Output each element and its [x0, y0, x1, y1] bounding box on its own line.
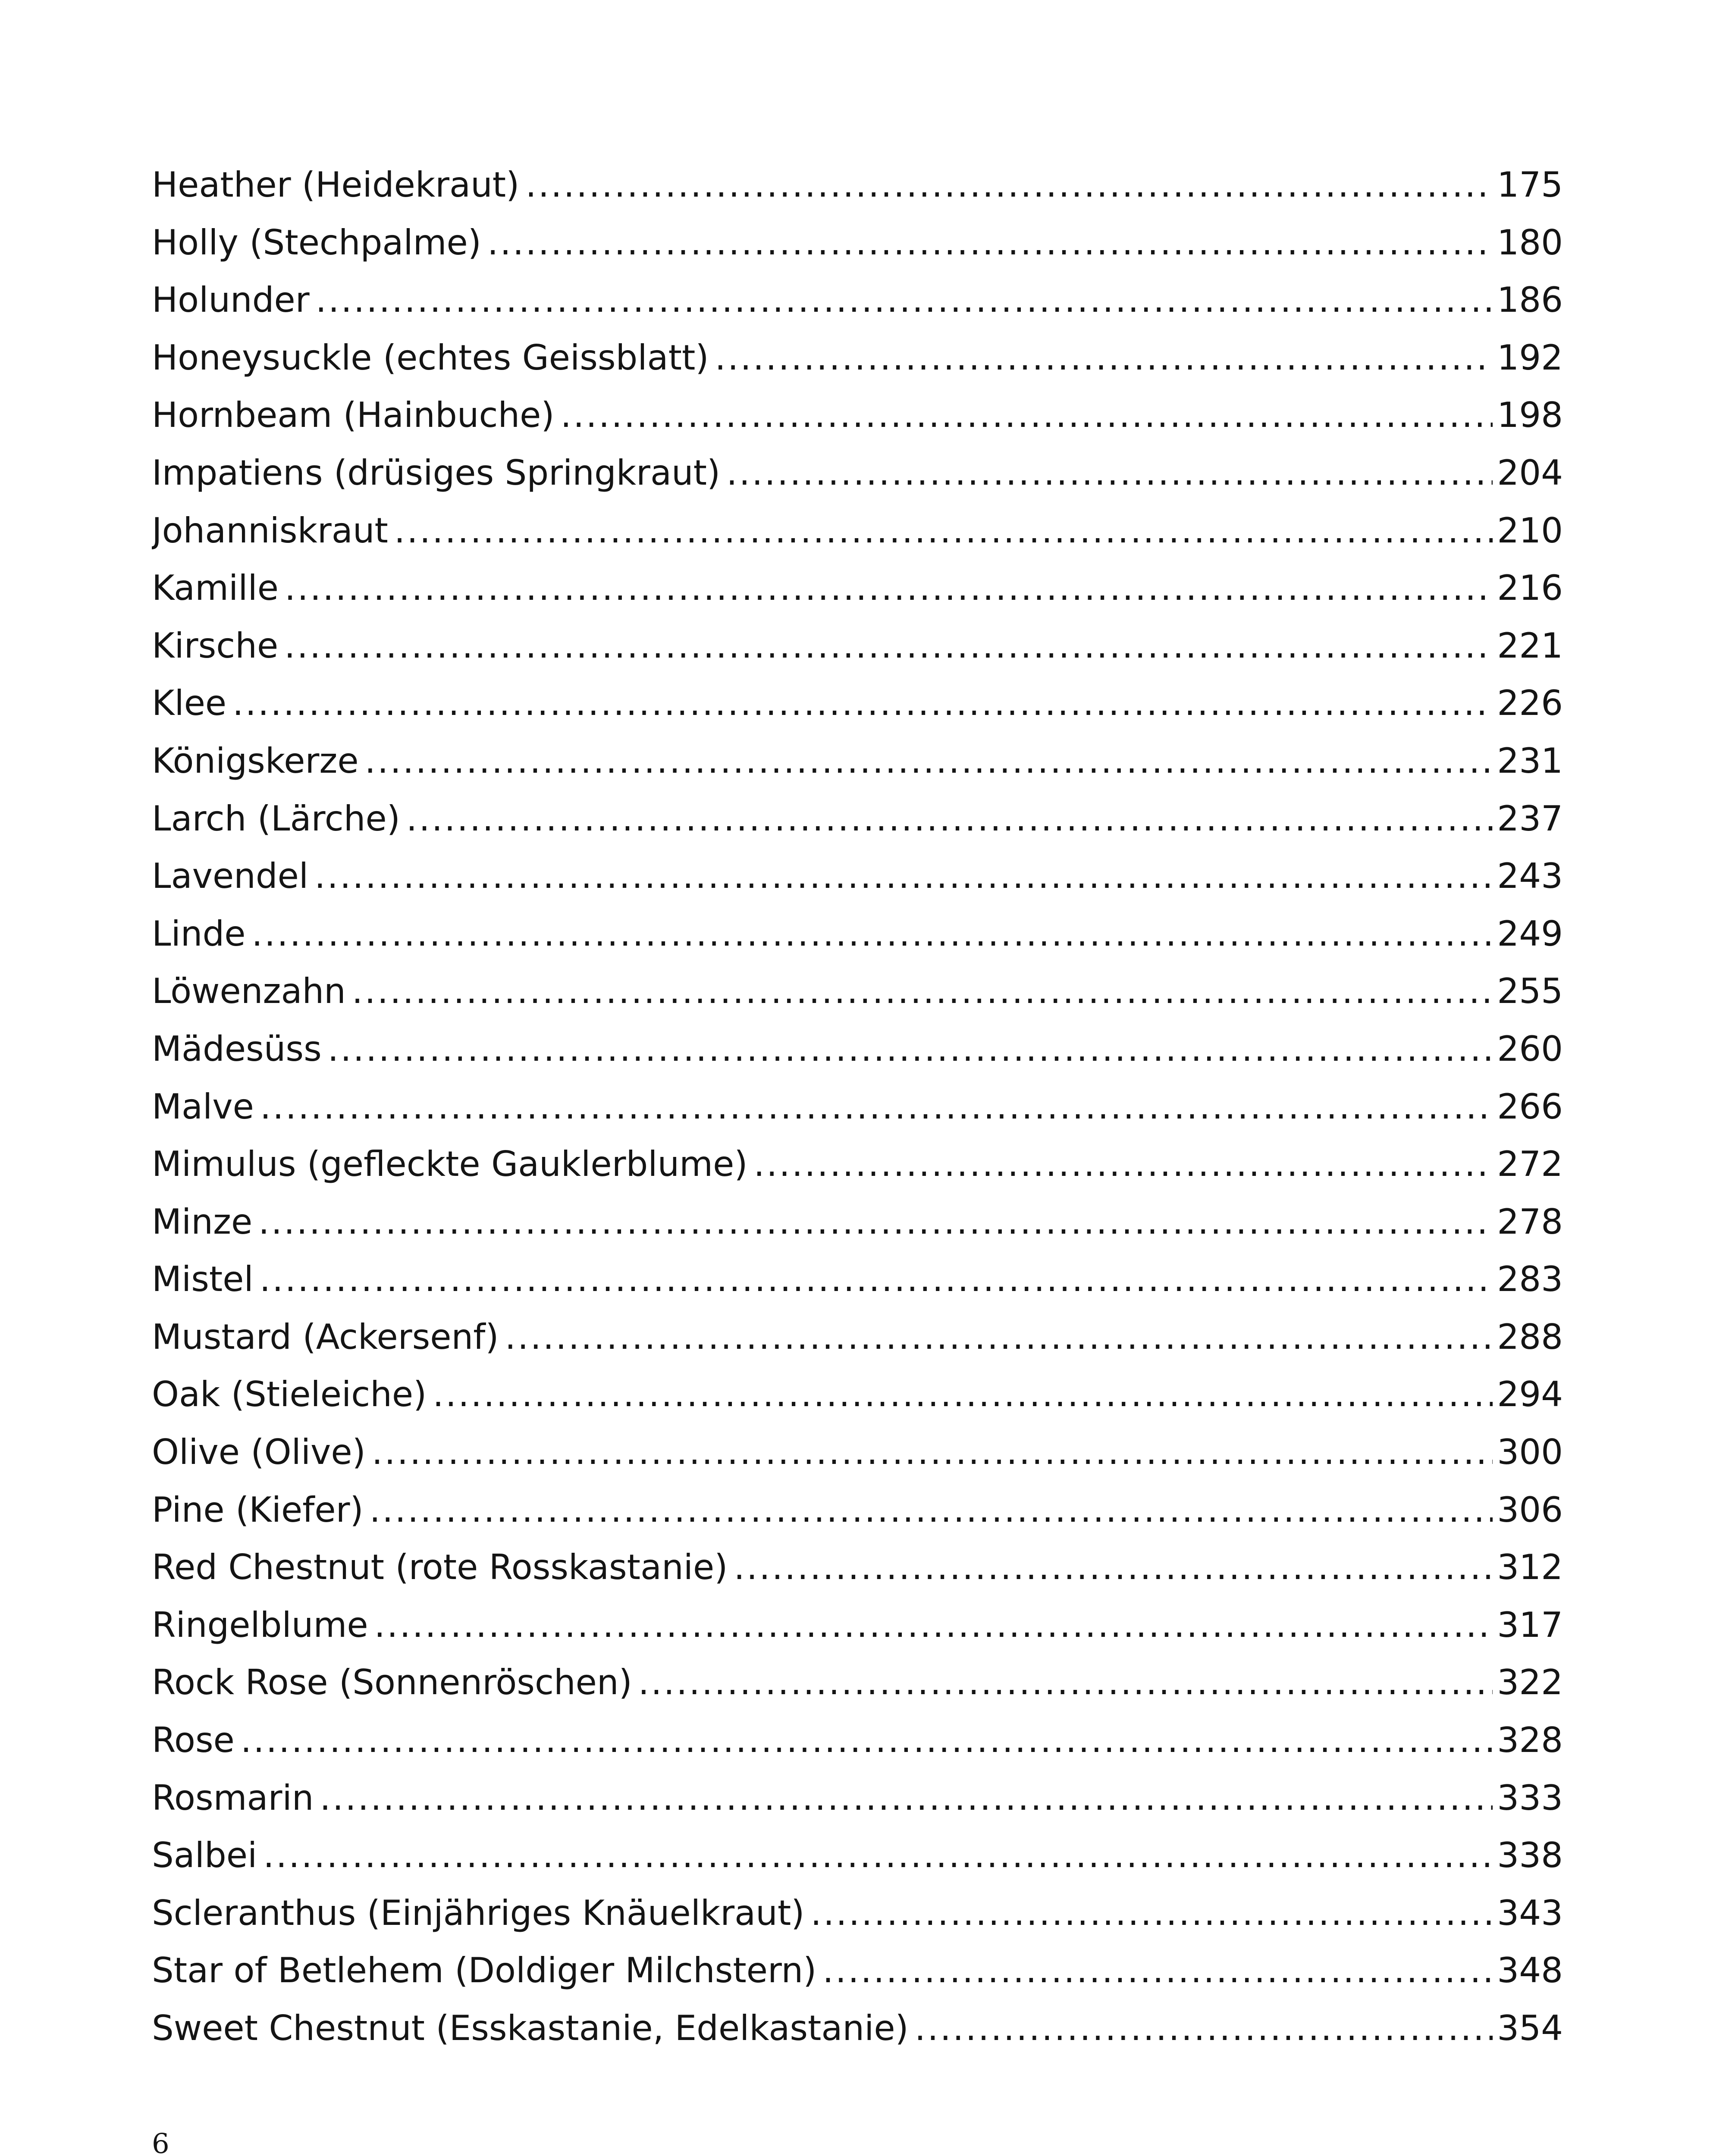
- dot-leader: [638, 1654, 1493, 1711]
- toc-entry-title: Sweet Chestnut (Esskastanie, Edelkastanie): [152, 2008, 909, 2048]
- toc-entry[interactable]: [152, 1999, 1563, 2057]
- toc-entry-page: 283: [1497, 1259, 1563, 1300]
- toc-entry-page: 348: [1497, 1950, 1563, 1991]
- toc-entry-page: 266: [1497, 1086, 1563, 1127]
- toc-entry-page: 204: [1497, 452, 1563, 493]
- dot-leader: [352, 962, 1493, 1020]
- toc-entry-page: 333: [1497, 1777, 1563, 1818]
- dot-leader: [715, 329, 1493, 387]
- dot-leader: [561, 386, 1493, 444]
- toc-entry[interactable]: [152, 790, 1563, 848]
- toc-entry[interactable]: [152, 962, 1563, 1020]
- toc-entry-page: 216: [1497, 568, 1563, 608]
- dot-leader: [754, 1135, 1493, 1193]
- toc-entry-page: 180: [1497, 222, 1563, 263]
- toc-entry[interactable]: [152, 1539, 1563, 1596]
- dot-leader: [810, 1884, 1493, 1942]
- toc-entry[interactable]: [152, 1366, 1563, 1423]
- toc-entry[interactable]: [152, 847, 1563, 905]
- toc-entry-page: 237: [1497, 798, 1563, 839]
- dot-leader: [260, 1250, 1493, 1308]
- toc-entry-title: Löwenzahn: [152, 971, 346, 1012]
- toc-entry-title: Hornbeam (Hainbuche): [152, 395, 555, 436]
- toc-entry-page: 306: [1497, 1489, 1563, 1530]
- toc-entry-page: 272: [1497, 1144, 1563, 1185]
- toc-entry-title: Holly (Stechpalme): [152, 222, 481, 263]
- toc-entry-page: 278: [1497, 1201, 1563, 1242]
- dot-leader: [394, 502, 1493, 560]
- dot-leader: [734, 1539, 1493, 1596]
- toc-entry-page: 249: [1497, 913, 1563, 954]
- toc-entry[interactable]: [152, 1135, 1563, 1193]
- dot-leader: [370, 1481, 1493, 1539]
- toc-entry[interactable]: [152, 1308, 1563, 1366]
- toc-entry-title: Mistel: [152, 1259, 254, 1300]
- toc-entry[interactable]: [152, 617, 1563, 675]
- toc-entry[interactable]: [152, 214, 1563, 272]
- dot-leader: [487, 214, 1493, 272]
- toc-entry-title: Red Chestnut (rote Rosskastanie): [152, 1547, 728, 1588]
- page-number: 6: [152, 2128, 169, 2156]
- toc-entry[interactable]: [152, 905, 1563, 963]
- toc-entry[interactable]: [152, 559, 1563, 617]
- toc-entry-page: 192: [1497, 337, 1563, 378]
- dot-leader: [252, 905, 1493, 963]
- toc-entry[interactable]: [152, 1193, 1563, 1251]
- toc-entry[interactable]: [152, 1827, 1563, 1884]
- toc-entry-page: 186: [1497, 280, 1563, 320]
- toc-entry-title: Mimulus (gefleckte Gauklerblume): [152, 1144, 748, 1185]
- dot-leader: [263, 1827, 1493, 1884]
- dot-leader: [260, 1078, 1493, 1136]
- toc-entry[interactable]: [152, 1884, 1563, 1942]
- toc-entry-page: 175: [1497, 165, 1563, 205]
- toc-entry-title: Klee: [152, 683, 227, 724]
- toc-entry[interactable]: [152, 156, 1563, 214]
- toc-entry[interactable]: [152, 1250, 1563, 1308]
- dot-leader: [258, 1193, 1493, 1251]
- dot-leader: [525, 156, 1493, 214]
- toc-entry-title: Ringelblume: [152, 1604, 368, 1645]
- dot-leader: [314, 847, 1493, 905]
- dot-leader: [285, 559, 1493, 617]
- toc-entry[interactable]: [152, 1596, 1563, 1654]
- toc-entry-page: 221: [1497, 625, 1563, 666]
- dot-leader: [316, 271, 1493, 329]
- dot-leader: [505, 1308, 1493, 1366]
- toc-entry-page: 322: [1497, 1662, 1563, 1703]
- toc-entry-title: Kirsche: [152, 625, 279, 666]
- toc-entry-title: Honeysuckle (echtes Geissblatt): [152, 337, 709, 378]
- toc-entry[interactable]: [152, 1942, 1563, 1999]
- toc-entry[interactable]: [152, 1481, 1563, 1539]
- toc-entry-page: 343: [1497, 1893, 1563, 1933]
- dot-leader: [822, 1942, 1493, 1999]
- toc-entry[interactable]: [152, 1769, 1563, 1827]
- toc-entry-title: Larch (Lärche): [152, 798, 400, 839]
- toc-entry[interactable]: [152, 674, 1563, 732]
- table-of-contents: [152, 156, 1563, 2057]
- toc-entry-page: 294: [1497, 1374, 1563, 1415]
- toc-entry-page: 243: [1497, 856, 1563, 896]
- toc-entry-title: Scleranthus (Einjähriges Knäuelkraut): [152, 1893, 805, 1933]
- toc-entry-title: Oak (Stieleiche): [152, 1374, 427, 1415]
- toc-entry-page: 260: [1497, 1028, 1563, 1069]
- toc-entry-title: Impatiens (drüsiges Springkraut): [152, 452, 721, 493]
- dot-leader: [372, 1423, 1493, 1481]
- toc-entry[interactable]: [152, 1711, 1563, 1769]
- dot-leader: [241, 1711, 1493, 1769]
- toc-entry-title: Heather (Heidekraut): [152, 165, 520, 205]
- dot-leader: [433, 1366, 1493, 1423]
- toc-entry-title: Star of Betlehem (Doldiger Milchstern): [152, 1950, 817, 1991]
- dot-leader: [328, 1020, 1493, 1078]
- toc-entry-page: 312: [1497, 1547, 1563, 1588]
- toc-entry-title: Kamille: [152, 568, 279, 608]
- toc-entry-page: 300: [1497, 1432, 1563, 1473]
- toc-entry-title: Lavendel: [152, 856, 309, 896]
- dot-leader: [284, 617, 1493, 675]
- toc-entry-page: 255: [1497, 971, 1563, 1012]
- toc-entry-page: 231: [1497, 740, 1563, 781]
- dot-leader: [232, 674, 1493, 732]
- toc-entry[interactable]: [152, 502, 1563, 560]
- toc-entry-title: Olive (Olive): [152, 1432, 366, 1473]
- toc-entry-page: 198: [1497, 395, 1563, 436]
- dot-leader: [726, 444, 1493, 502]
- toc-entry-page: 288: [1497, 1316, 1563, 1357]
- toc-entry[interactable]: [152, 386, 1563, 444]
- toc-entry-title: Malve: [152, 1086, 254, 1127]
- toc-entry-title: Mustard (Ackersenf): [152, 1316, 499, 1357]
- toc-entry-title: Rose: [152, 1720, 235, 1761]
- toc-entry-page: 328: [1497, 1720, 1563, 1761]
- toc-entry[interactable]: [152, 444, 1563, 502]
- toc-entry-title: Pine (Kiefer): [152, 1489, 364, 1530]
- toc-entry-title: Mädesüss: [152, 1028, 322, 1069]
- dot-leader: [365, 732, 1493, 790]
- toc-entry[interactable]: [152, 1078, 1563, 1136]
- toc-entry-title: Johanniskraut: [152, 510, 388, 551]
- toc-entry[interactable]: [152, 1654, 1563, 1711]
- toc-entry-title: Holunder: [152, 280, 310, 320]
- toc-entry-page: 338: [1497, 1835, 1563, 1876]
- toc-entry-title: Rosmarin: [152, 1777, 314, 1818]
- dot-leader: [406, 790, 1493, 848]
- dot-leader: [374, 1596, 1493, 1654]
- toc-entry-page: 317: [1497, 1604, 1563, 1645]
- toc-entry[interactable]: [152, 1020, 1563, 1078]
- toc-entry-title: Salbei: [152, 1835, 257, 1876]
- toc-entry-page: 354: [1497, 2008, 1563, 2048]
- dot-leader: [915, 1999, 1493, 2057]
- toc-entry-title: Rock Rose (Sonnenröschen): [152, 1662, 632, 1703]
- toc-entry-page: 210: [1497, 510, 1563, 551]
- toc-entry[interactable]: [152, 1423, 1563, 1481]
- dot-leader: [320, 1769, 1493, 1827]
- toc-entry[interactable]: [152, 732, 1563, 790]
- toc-entry-page: 226: [1497, 683, 1563, 724]
- toc-entry-title: Minze: [152, 1201, 253, 1242]
- toc-entry-title: Königskerze: [152, 740, 359, 781]
- toc-entry-title: Linde: [152, 913, 246, 954]
- toc-entry[interactable]: [152, 271, 1563, 329]
- toc-entry[interactable]: [152, 329, 1563, 387]
